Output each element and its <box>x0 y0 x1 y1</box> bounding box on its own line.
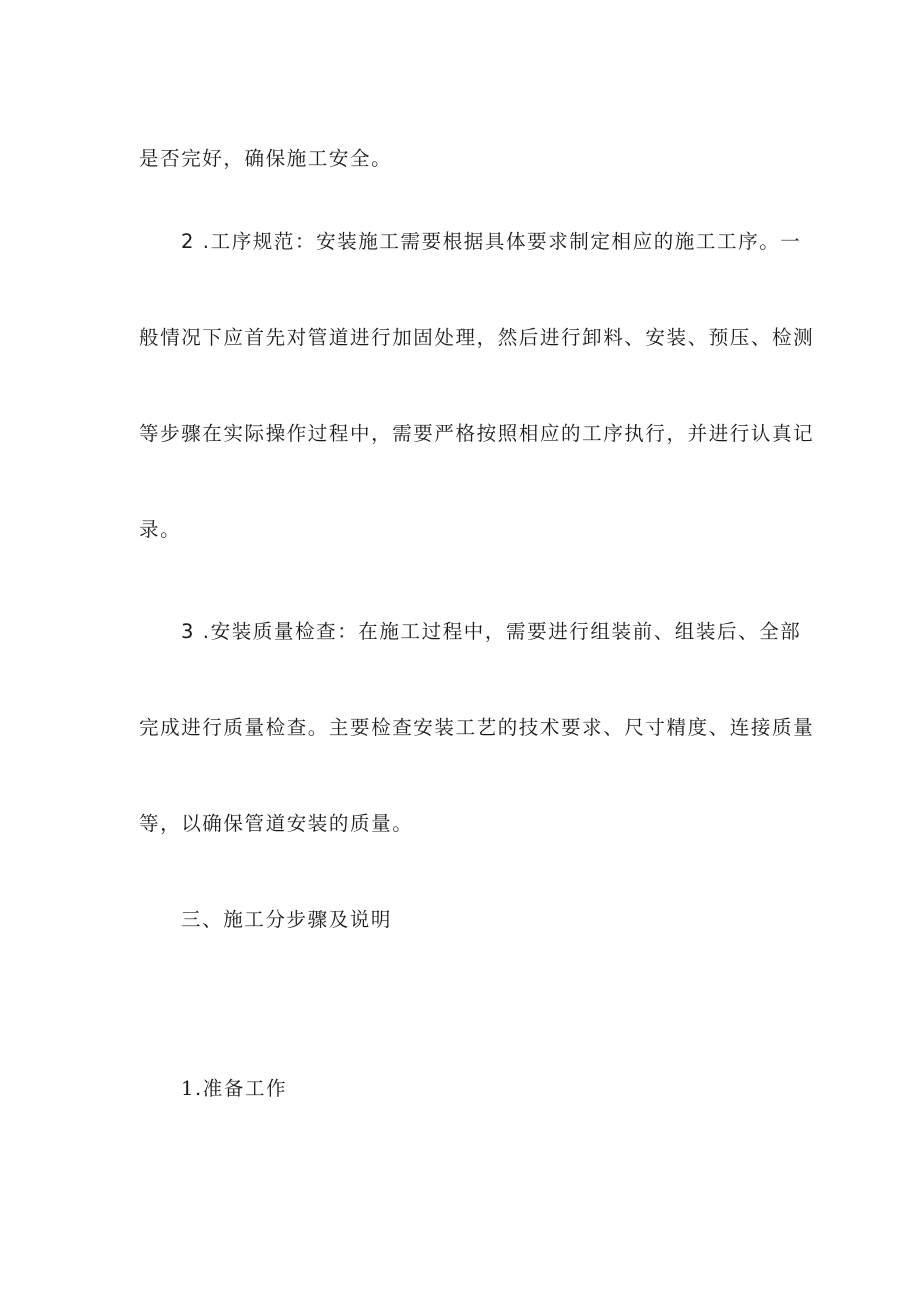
subsection-heading: 1.准备工作 <box>181 1077 288 1100</box>
paragraph-line-1: 是否完好，确保施工安全。 <box>139 147 393 170</box>
item-3-line-3: 等，以确保管道安装的质量。 <box>139 812 414 835</box>
item-2-line-2: 般情况下应首先对管道进行加固处理，然后进行卸料、安装、预压、检测 <box>139 326 815 349</box>
item-3-line-2: 完成进行质量检查。主要检查安装工艺的技术要求、尺寸精度、连接质量 <box>139 716 815 739</box>
item-2-line-1: 2 .工序规范：安装施工需要根据具体要求制定相应的施工工序。一 <box>181 230 802 253</box>
item-3-line-1: 3 .安装质量检查：在施工过程中，需要进行组装前、组装后、全部 <box>181 620 802 643</box>
item-2-line-3: 等步骤在实际操作过程中，需要严格按照相应的工序执行，并进行认真记 <box>139 422 815 445</box>
section-heading: 三、施工分步骤及说明 <box>181 908 393 931</box>
item-2-line-4: 录。 <box>139 518 182 541</box>
